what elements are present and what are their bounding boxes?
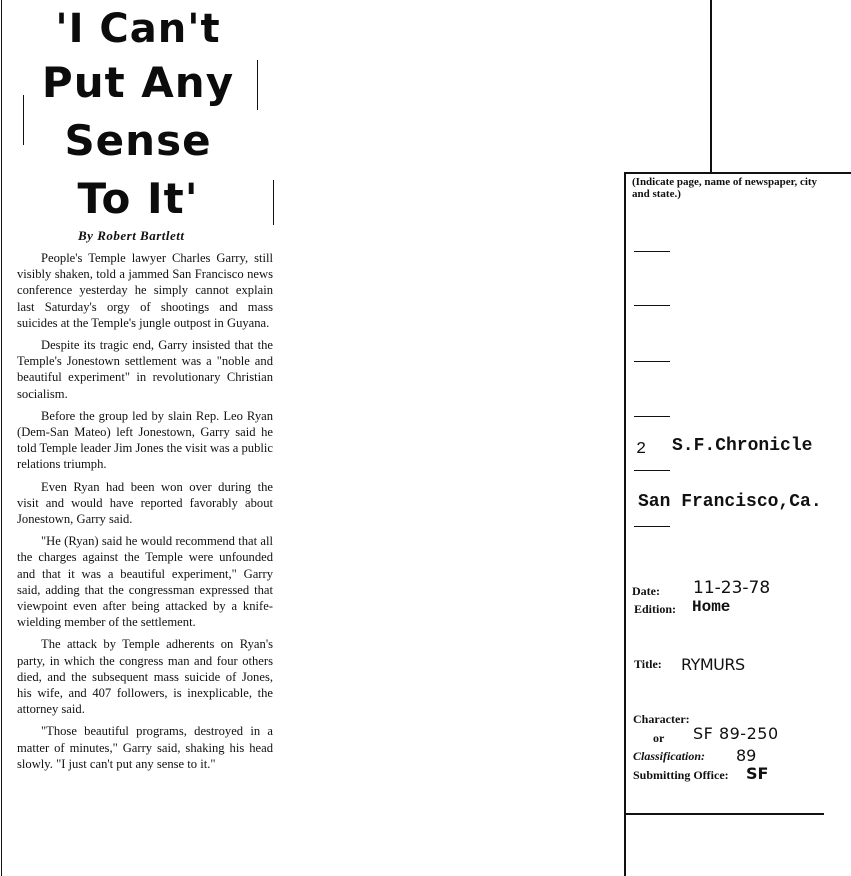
office-label: Submitting Office: [633,768,729,782]
blank-line-3 [634,361,670,362]
paragraph-3: Before the group led by slain Rep. Leo Ryan (Dem-San Mateo) left Jonestown, Garry said he told Temple leader Jim Jones the visit was a public relations triumph. [17,408,273,472]
byline: By Robert Bartlett [78,228,185,243]
article-body [17,250,273,778]
blank-line-4 [634,416,670,417]
form-instructions: (Indicate page, name of newspaper, city and state.) [632,176,818,200]
paragraph-2: Despite its tragic end, Garry insisted that the Temple's Jonestown settlement was a "noble and beautiful experiment" in revolutionary Christian socialism. [17,338,273,401]
edition-value: Home [692,598,731,616]
date-value: 11-23-78 [693,578,771,598]
paragraph-5: "He (Ryan) said he would recommend that all the charges against the Temple were unfounded and that it was a beautiful experiment," Garry said, adding that the congressman expressed that viewpoint even after being attacked by a knife-wielding member of the settlement. [17,534,273,630]
clip-edge-mark-right2 [273,180,274,225]
character-label: Character: [633,712,690,726]
form-top-border [624,172,851,174]
paragraph-1: People's Temple lawyer Charles Garry, still visibly shaken, told a jammed San Francisco news conference yesterday he simply cannot explain last Saturday's orgy of shootings and mass suicides at the Temple's jungle outpost in Guyana. [17,251,273,330]
blank-line-2 [634,305,670,306]
headline-line-4: To It' [77,174,199,223]
form-bottom-rule [624,813,824,815]
blank-line-5 [634,470,670,471]
newspaper-name: S.F.Chronicle [672,436,813,456]
date-label: Date: [632,584,660,598]
headline-line-1: 'I Can't [55,6,221,52]
page-number: 2 [636,440,647,459]
left-border [1,0,2,876]
paragraph-4: Even Ryan had been won over during the visit and would have reported favorably about Jonestown, Garry said. [17,479,273,527]
blank-line-6 [634,526,670,527]
classification-value: 89 [736,746,757,765]
headline [18,4,258,228]
office-value: SF [746,764,769,783]
edition-label: Edition: [634,602,677,616]
blank-line-1 [634,251,670,252]
or-label: or [653,731,665,745]
city-state: San Francisco,Ca. [638,492,822,512]
paragraph-7: "Those beautiful programs, destroyed in a matter of minutes," Garry said, shaking his head slowly. "I just can't put any sense to it." [17,724,273,771]
form-left-border [624,172,626,876]
title-value: RYMURS [681,655,745,674]
classification-label: Classification: [633,749,706,763]
headline-line-2: Put Any [41,58,235,107]
character-value: SF 89-250 [693,724,779,743]
paragraph-6: The attack by Temple adherents on Ryan's party, in which the congress man and four others died, and the subsequent mass suicide of Jones, his wife, and 407 followers, is inexplicable, the attorney said. [17,637,273,717]
top-divider [710,0,712,174]
headline-line-3: Sense [64,116,212,165]
title-label: Title: [634,657,662,671]
